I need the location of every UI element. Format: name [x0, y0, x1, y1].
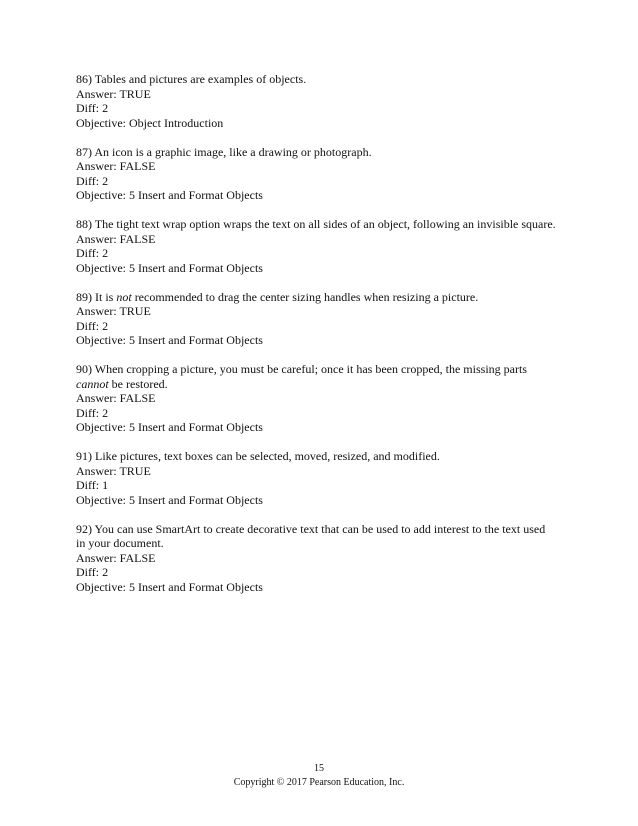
question-difficulty: Diff: 2 [76, 246, 109, 260]
question-objective: Objective: 5 Insert and Format Objects [76, 333, 263, 347]
question-answer: Answer: TRUE [76, 463, 151, 478]
question-text-end: recommended to drag the center sizing handles when resizing a picture. [131, 289, 479, 304]
question-objective: Objective: 5 Insert and Format Objects [76, 260, 263, 275]
question-text [76, 362, 556, 391]
question-objective: Objective: Object Introduction [76, 115, 224, 130]
page-number: 15 [314, 763, 324, 774]
question-answer: Answer: FALSE [76, 231, 156, 246]
question-text-start: 89) It is [76, 289, 117, 304]
question-objective: Objective: 5 Insert and Format Objects [76, 188, 263, 202]
question-text: 86) Tables and pictures are examples of objects. [76, 72, 307, 86]
question-89 [76, 290, 556, 348]
question-text-emphasis: not [116, 289, 132, 304]
question-difficulty: Diff: 1 [76, 478, 109, 492]
question-87 [76, 145, 556, 203]
question-answer: Answer: TRUE [76, 304, 151, 318]
question-90 [76, 362, 556, 435]
copyright-notice: Copyright © 2017 Pearson Education, Inc. [233, 777, 405, 788]
question-difficulty: Diff: 2 [76, 173, 109, 188]
question-objective: Objective: 5 Insert and Format Objects [76, 579, 263, 594]
question-difficulty: Diff: 2 [76, 318, 109, 333]
question-91 [76, 449, 556, 507]
question-text-emphasis: cannot [76, 376, 109, 391]
question-text: 87) An icon is a graphic image, like a drawing or photograph. [76, 144, 372, 159]
question-text [76, 290, 556, 305]
question-list [76, 72, 556, 609]
question-answer: Answer: TRUE [76, 86, 151, 101]
question-text: 88) The tight text wrap option wraps the text on all sides of an object, following an invisible square. [76, 217, 556, 231]
question-88 [76, 217, 556, 275]
question-objective: Objective: 5 Insert and Format Objects [76, 420, 263, 434]
question-text: 91) Like pictures, text boxes can be selected, moved, resized, and modified. [76, 449, 440, 463]
question-text-end: be restored. [108, 376, 168, 391]
question-92 [76, 522, 556, 595]
question-difficulty: Diff: 2 [76, 405, 109, 420]
question-text-start: 90) When cropping a picture, you must be careful; once it has been cropped, the missing parts [76, 362, 527, 376]
question-difficulty: Diff: 2 [76, 101, 109, 115]
question-objective: Objective: 5 Insert and Format Objects [76, 492, 263, 507]
question-answer: Answer: FALSE [76, 550, 156, 565]
question-text: 92) You can use SmartArt to create decorative text that can be used to add interest to the text used in your document. [76, 521, 546, 550]
question-86 [76, 72, 556, 130]
question-answer: Answer: FALSE [76, 391, 156, 405]
question-difficulty: Diff: 2 [76, 565, 109, 579]
question-answer: Answer: FALSE [76, 159, 156, 173]
